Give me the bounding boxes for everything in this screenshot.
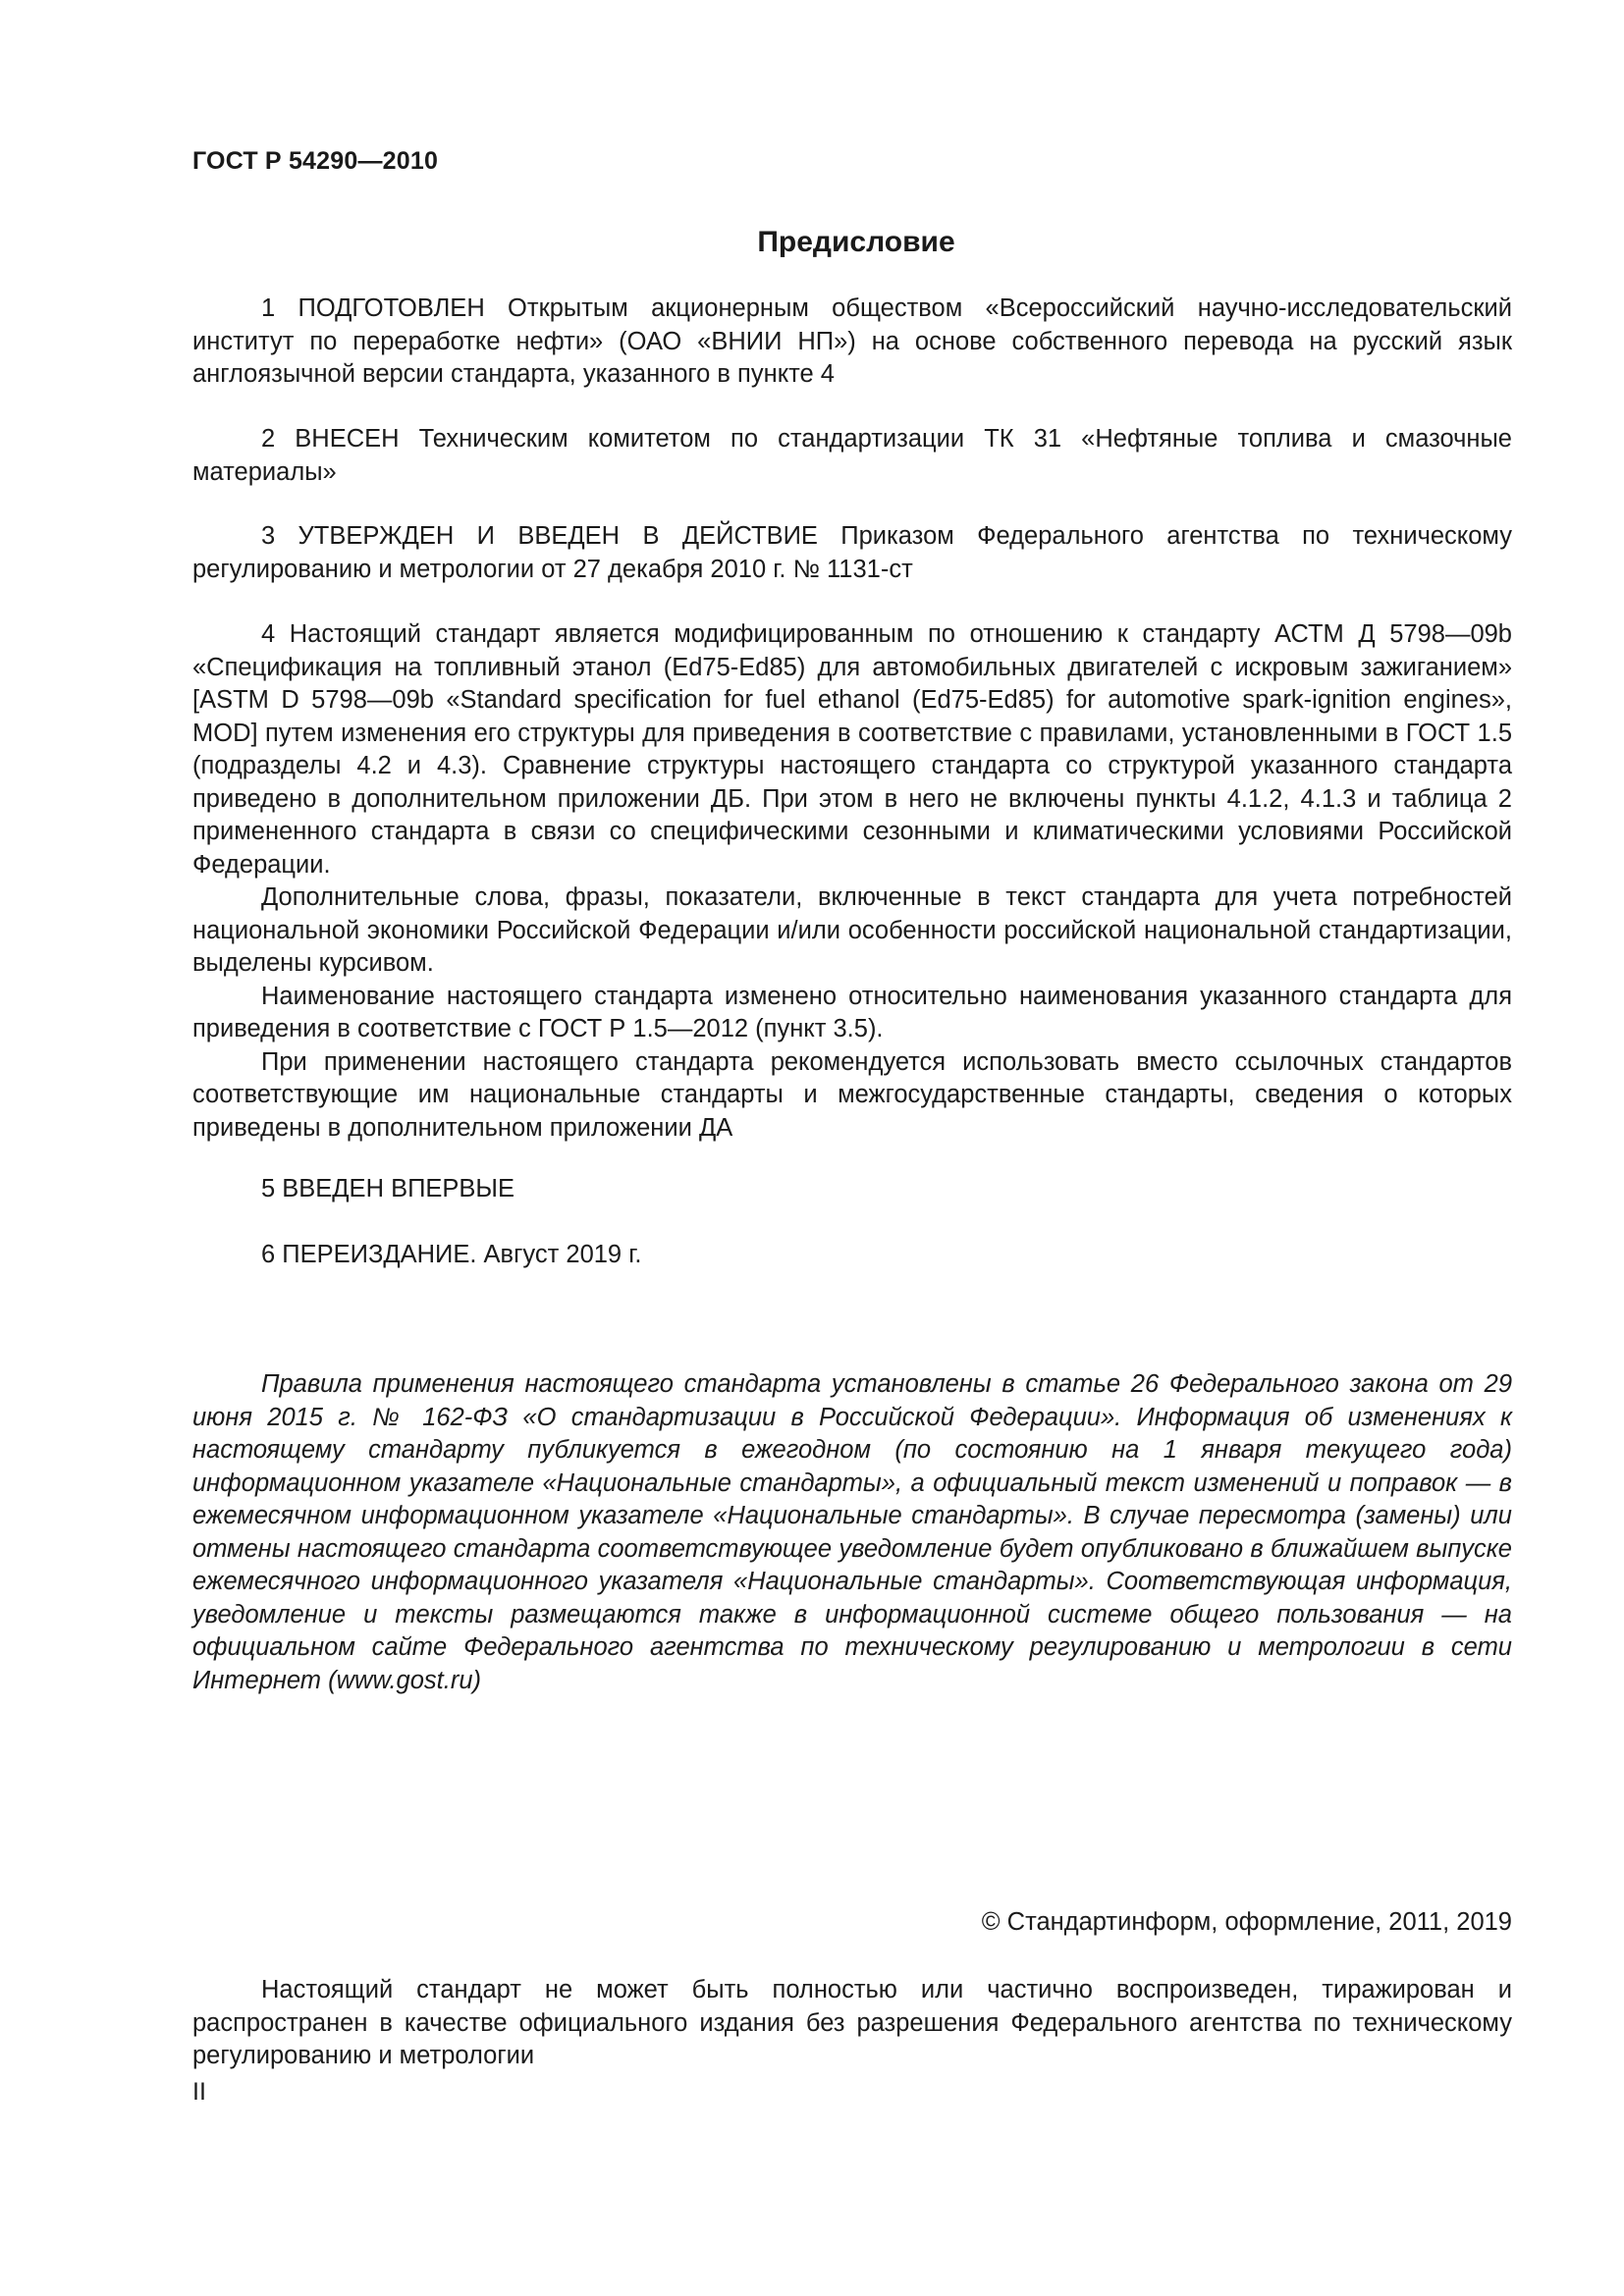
item-5-first-introduced [192, 1173, 1512, 1206]
item-3-text: 3 УТВЕРЖДЕН И ВВЕДЕН В ДЕЙСТВИЕ Приказом Федерального агентства по техническому регулированию и метрологии от 27 декабря 2010 г. № 1131-ст [192, 522, 1512, 583]
item-4-paragraph-3: Наименование настоящего стандарта изменено относительно наименования указанного стандарта для приведения в соответствие с ГОСТ Р 1.5—2012 (пункт 3.5). [192, 982, 1512, 1042]
rules-notice-text: Правила применения настоящего стандарта установлены в статье 26 Федерального закона от 29 июня 2015 г. № 162-ФЗ «О стандартизации в Российской Федерации». Информация об изменениях к настоящему стандарту публикуется в ежегодном (по состоянию на 1 января текущего года) информационном указателе «Национальные стандарты», а официальный текст изменений и поправок — в ежемесячном информационном указателе «Национальные стандарты». В случае пересмотра (замены) или отмены настоящего стандарта соответствующее уведомление будет опубликовано в ближайшем выпуске ежемесячного информационного указателя «Национальные стандарты». Соответствующая информация, уведомление и тексты размещаются также в информационной системе общего пользования — на официальном сайте Федерального агентства по техническому регулированию и метрологии в сети Интернет (www.gost.ru) [192, 1370, 1512, 1694]
item-5-text: 5 ВВЕДЕН ВПЕРВЫЕ [261, 1175, 515, 1202]
item-2-submitted [192, 423, 1512, 489]
copyright-line: © Стандартинформ, оформление, 2011, 2019 [981, 1908, 1512, 1936]
item-6-text: 6 ПЕРЕИЗДАНИЕ. Август 2019 г. [261, 1241, 642, 1268]
item-4-modified [192, 618, 1512, 1145]
item-3-approved [192, 520, 1512, 586]
standard-code-header: ГОСТ Р 54290—2010 [192, 147, 439, 175]
item-4-paragraph-1: 4 Настоящий стандарт является модифицированным по отношению к стандарту АСТМ Д 5798—09b «Спецификация на топливный этанол (Ed75-Ed85) для автомобильных двигателей с искровым зажиганием» [ASTM D 5798—09b «Standard specification for fuel ethanol (Ed75-Ed85) for automotive spark-ignition engines», MOD] путем изменения его структуры для приведения в соответствие с правилами, установленными в ГОСТ 1.5 (подразделы 4.2 и 4.3). Сравнение структуры настоящего стандарта со структурой указанного стандарта приведено в дополнительном приложении ДБ. При этом в него не включены пункты 4.1.2, 4.1.3 и таблица 2 примененного стандарта в связи со специфическими сезонными и климатическими условиями Российской Федерации. [192, 620, 1512, 879]
page-number: II [192, 2078, 206, 2106]
reproduction-notice-text: Настоящий стандарт не может быть полностью или частично воспроизведен, тиражирован и распространен в качестве официального издания без разрешения Федерального агентства по техническому регулированию и метрологии [192, 1976, 1512, 2069]
item-4-paragraph-4: При применении настоящего стандарта рекомендуется использовать вместо ссылочных стандартов соответствующие им национальные стандарты и межгосударственные стандарты, сведения о которых приведены в дополнительном приложении ДА [192, 1047, 1512, 1142]
item-6-reissue [192, 1239, 1512, 1272]
rules-notice [192, 1368, 1512, 1697]
reproduction-notice [192, 1974, 1512, 2073]
item-2-text: 2 ВНЕСЕН Техническим комитетом по стандартизации ТК 31 «Нефтяные топлива и смазочные материалы» [192, 425, 1512, 486]
item-1-prepared [192, 293, 1512, 392]
item-4-paragraph-2: Дополнительные слова, фразы, показатели, включенные в текст стандарта для учета потребностей национальной экономики Российской Федерации и/или особенности российской национальной стандартизации, выделены курсивом. [192, 883, 1512, 977]
item-1-text: 1 ПОДГОТОВЛЕН Открытым акционерным обществом «Всероссийский научно-исследовательский институт по переработке нефти» (ОАО «ВНИИ НП») на основе собственного перевода на русский язык англоязычной версии стандарта, указанного в пункте 4 [192, 294, 1512, 388]
page-title: Предисловие [757, 226, 955, 258]
